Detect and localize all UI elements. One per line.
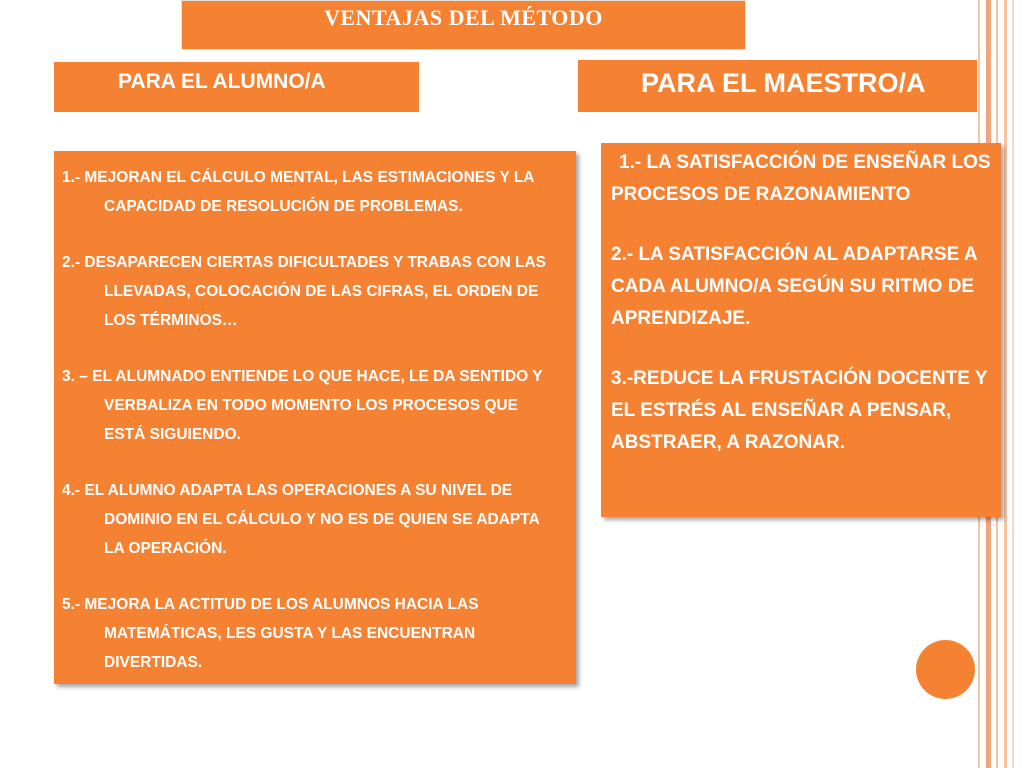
maestro-header [578, 60, 977, 112]
maestro-header-label: PARA EL MAESTRO/A [641, 68, 926, 98]
decorative-stripe [1004, 0, 1007, 768]
slide-title-bar [181, 0, 746, 50]
list-item: 2.- LA SATISFACCIÓN AL ADAPTARSE A CADA ALUMNO/A SEGÚN SU RITMO DE APRENDIZAJE. [611, 244, 977, 329]
alumno-header-label: PARA EL ALUMNO/A [118, 70, 326, 93]
alumno-advantages-list [54, 151, 576, 677]
alumno-advantages-box [54, 151, 576, 684]
maestro-advantages-list [601, 143, 1001, 459]
list-item: 3. – EL ALUMNADO ENTIENDE LO QUE HACE, LE DA SENTIDO Y VERBALIZA EN TODO MOMENTO LOS PROCESOS QUE ESTÁ SIGUIENDO. [62, 368, 543, 443]
list-item: 4.- EL ALUMNO ADAPTA LAS OPERACIONES A SU NIVEL DE DOMINIO EN EL CÁLCULO Y NO ES DE QUIEN SE ADAPTA LA OPERACIÓN. [62, 482, 540, 557]
list-item: 2.- DESAPARECEN CIERTAS DIFICULTADES Y TRABAS CON LAS LLEVADAS, COLOCACIÓN DE LAS CIFRAS, EL ORDEN DE LOS TÉRMINOS… [62, 254, 546, 329]
slide-title: VENTAJAS DEL MÉTODO [324, 5, 603, 30]
maestro-advantages-box [601, 143, 1001, 517]
list-item: 3.-REDUCE LA FRUSTACIÓN DOCENTE Y EL ESTRÉS AL ENSEÑAR A PENSAR, ABSTRAER, A RAZONAR. [611, 368, 988, 453]
list-item: 1.- LA SATISFACCIÓN DE ENSEÑAR LOS PROCESOS DE RAZONAMIENTO [611, 152, 991, 205]
decorative-circle [916, 640, 975, 699]
list-item: 5.- MEJORA LA ACTITUD DE LOS ALUMNOS HACIA LAS MATEMÁTICAS, LES GUSTA Y LAS ENCUENTRAN DIVERTIDAS. [62, 596, 479, 671]
alumno-header [54, 62, 419, 112]
decorative-stripe [1012, 0, 1014, 768]
list-item: 1.- MEJORAN EL CÁLCULO MENTAL, LAS ESTIMACIONES Y LA CAPACIDAD DE RESOLUCIÓN DE PROBLEMAS. [62, 169, 534, 215]
